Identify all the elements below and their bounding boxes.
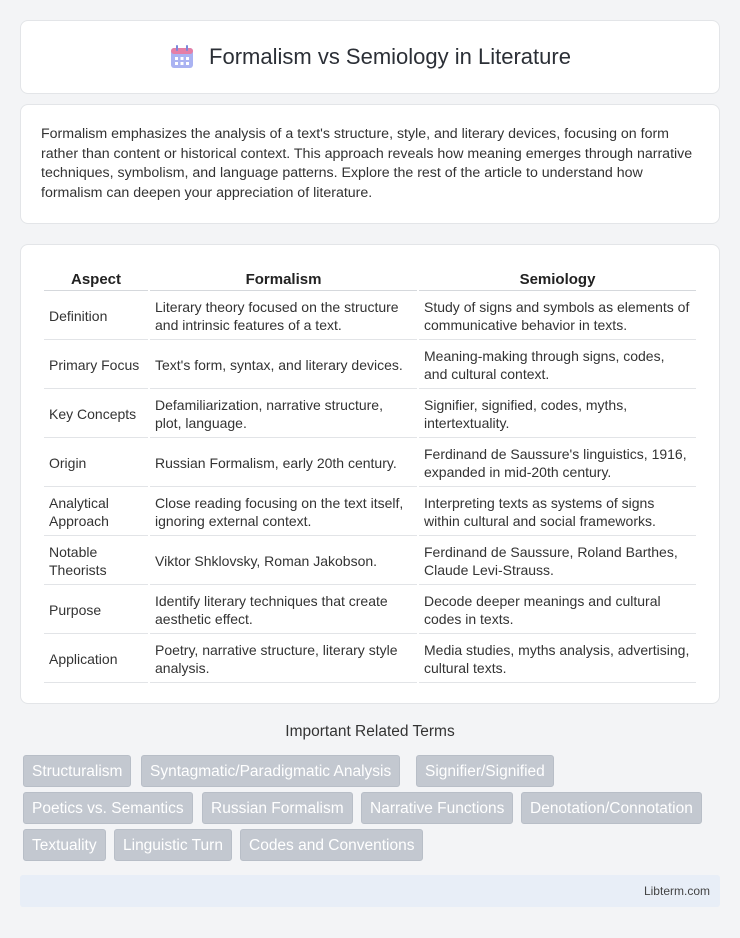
intro-text: Formalism emphasizes the analysis of a text's structure, style, and literary devices, focusing on form rather than content or historical context. This approach reveals how meaning emerges through narrative techniques, symbolism, and language patterns. Explore the rest of the article to understand how formalism can deepen your appreciation of literature. [41,126,693,201]
semiology-cell: Meaning-making through signs, codes, and cultural context. [419,342,696,389]
calendar-icon [169,44,195,70]
table-row [44,587,696,634]
tag-poetics-semantics[interactable]: Poetics vs. Semantics [23,792,193,824]
tag-narrative-functions[interactable]: Narrative Functions [361,792,513,824]
aspect-cell: Notable Theorists [44,538,148,585]
formalism-cell: Identify literary techniques that create aesthetic effect. [150,587,417,634]
formalism-cell: Viktor Shklovsky, Roman Jakobson. [150,538,417,585]
semiology-cell: Media studies, myths analysis, advertising, cultural texts. [419,636,696,683]
footer-site-link[interactable]: Libterm.com [643,884,710,898]
intro-card [20,104,720,224]
semiology-cell: Ferdinand de Saussure's linguistics, 1916, expanded in mid-20th century. [419,440,696,487]
formalism-cell: Text's form, syntax, and literary devices. [150,342,417,389]
header-card [20,20,720,94]
formalism-cell: Literary theory focused on the structure and intrinsic features of a text. [150,293,417,340]
header-semiology: Semiology [419,269,696,291]
tag-russian-formalism[interactable]: Russian Formalism [202,792,353,824]
aspect-cell: Key Concepts [44,391,148,438]
table-row [44,293,696,340]
page-title: Formalism vs Semiology in Literature [209,44,571,69]
footer [20,875,720,907]
table-row [44,636,696,683]
tag-codes-conventions[interactable]: Codes and Conventions [240,829,423,861]
tag-denotation-connotation[interactable]: Denotation/Connotation [521,792,702,824]
table-header-row [44,269,696,291]
formalism-cell: Poetry, narrative structure, literary style analysis. [150,636,417,683]
semiology-cell: Decode deeper meanings and cultural codes in texts. [419,587,696,634]
tag-linguistic-turn[interactable]: Linguistic Turn [114,829,232,861]
aspect-cell: Analytical Approach [44,489,148,536]
tag-textuality[interactable]: Textuality [23,829,106,861]
tag-structuralism[interactable]: Structuralism [23,755,131,787]
aspect-cell: Application [44,636,148,683]
table-row [44,391,696,438]
comparison-table-card [20,244,720,704]
aspect-cell: Origin [44,440,148,487]
semiology-cell: Ferdinand de Saussure, Roland Barthes, Claude Levi-Strauss. [419,538,696,585]
table-row [44,489,696,536]
aspect-cell: Primary Focus [44,342,148,389]
comparison-table [42,267,698,685]
tag-syntagmatic-paradigmatic[interactable]: Syntagmatic/Paradigmatic Analysis [141,755,400,787]
semiology-cell: Signifier, signified, codes, myths, intertextuality. [419,391,696,438]
header-formalism: Formalism [150,269,417,291]
table-row [44,342,696,389]
table-row [44,538,696,585]
tag-signifier-signified[interactable]: Signifier/Signified [416,755,554,787]
formalism-cell: Close reading focusing on the text itself, ignoring external context. [150,489,417,536]
formalism-cell: Russian Formalism, early 20th century. [150,440,417,487]
semiology-cell: Study of signs and symbols as elements of communicative behavior in texts. [419,293,696,340]
related-terms-title: Important Related Terms [285,723,455,740]
semiology-cell: Interpreting texts as systems of signs within cultural and social frameworks. [419,489,696,536]
header-aspect: Aspect [44,269,148,291]
formalism-cell: Defamiliarization, narrative structure, plot, language. [150,391,417,438]
aspect-cell: Definition [44,293,148,340]
aspect-cell: Purpose [44,587,148,634]
table-row [44,440,696,487]
